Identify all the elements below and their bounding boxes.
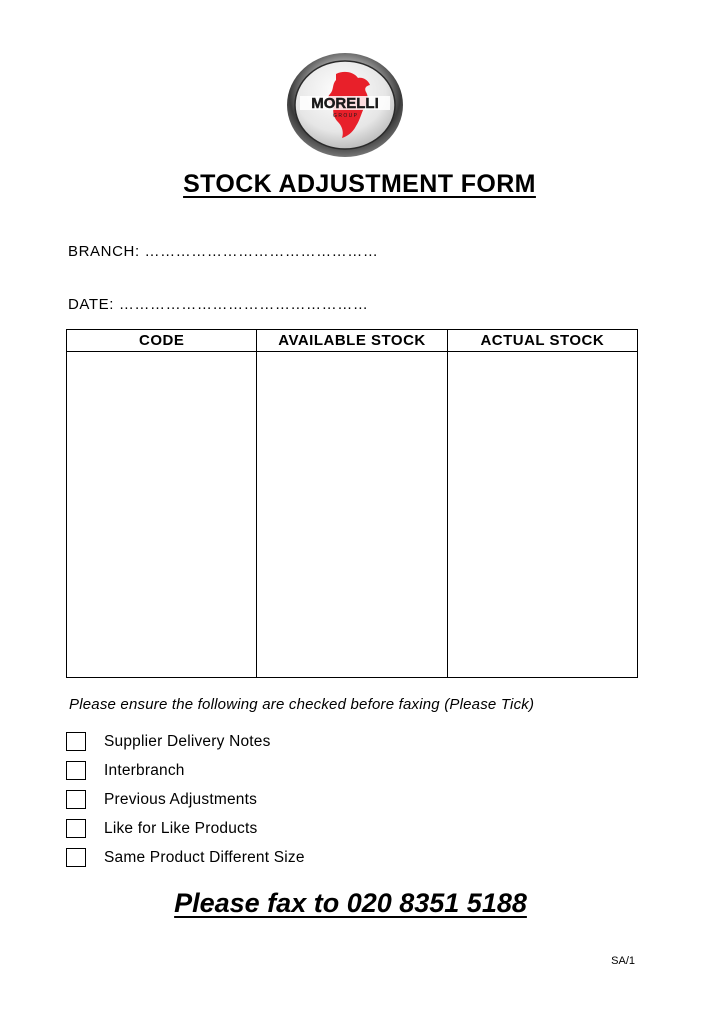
checklist-item — [66, 760, 305, 781]
checklist-item-label: Interbranch — [104, 761, 185, 779]
stock-table — [66, 329, 638, 678]
checklist-item-label: Previous Adjustments — [104, 790, 258, 808]
form-title-text: STOCK ADJUSTMENT FORM — [183, 170, 536, 198]
form-reference: SA/1 — [611, 955, 635, 967]
date-field[interactable]: DATE: ………………………………………… — [68, 296, 369, 313]
like-for-like-products-checkbox[interactable] — [66, 819, 86, 838]
column-header-code: CODE — [67, 330, 257, 352]
morelli-group-logo — [284, 50, 406, 158]
column-header-available-stock: AVAILABLE STOCK — [257, 330, 447, 352]
checklist-item-label: Supplier Delivery Notes — [104, 732, 271, 750]
checklist-item-label: Like for Like Products — [104, 819, 258, 837]
previous-adjustments-checkbox[interactable] — [66, 790, 86, 809]
checklist — [66, 731, 305, 876]
fax-instruction — [0, 888, 719, 919]
checklist-instruction: Please ensure the following are checked before faxing (Please Tick) — [69, 696, 535, 713]
interbranch-checkbox[interactable] — [66, 761, 86, 780]
checklist-item-label: Same Product Different Size — [104, 848, 305, 866]
fax-number-text: Please fax to 020 8351 5188 — [174, 888, 527, 918]
actual-stock-entry-cell[interactable] — [447, 352, 637, 678]
checklist-item — [66, 847, 305, 868]
form-title — [0, 170, 719, 199]
logo-subtitle: G R O U P — [333, 113, 357, 119]
checklist-item — [66, 731, 305, 752]
available-stock-entry-cell[interactable] — [257, 352, 447, 678]
column-header-actual-stock: ACTUAL STOCK — [447, 330, 637, 352]
checklist-item — [66, 789, 305, 810]
table-body-row — [67, 352, 638, 678]
same-product-different-size-checkbox[interactable] — [66, 848, 86, 867]
checklist-item — [66, 818, 305, 839]
branch-field[interactable]: BRANCH: ……………………………………… — [68, 243, 379, 260]
logo-wordmark: MORELLI — [311, 95, 379, 112]
code-entry-cell[interactable] — [67, 352, 257, 678]
table-header-row — [67, 330, 638, 352]
supplier-delivery-notes-checkbox[interactable] — [66, 732, 86, 751]
